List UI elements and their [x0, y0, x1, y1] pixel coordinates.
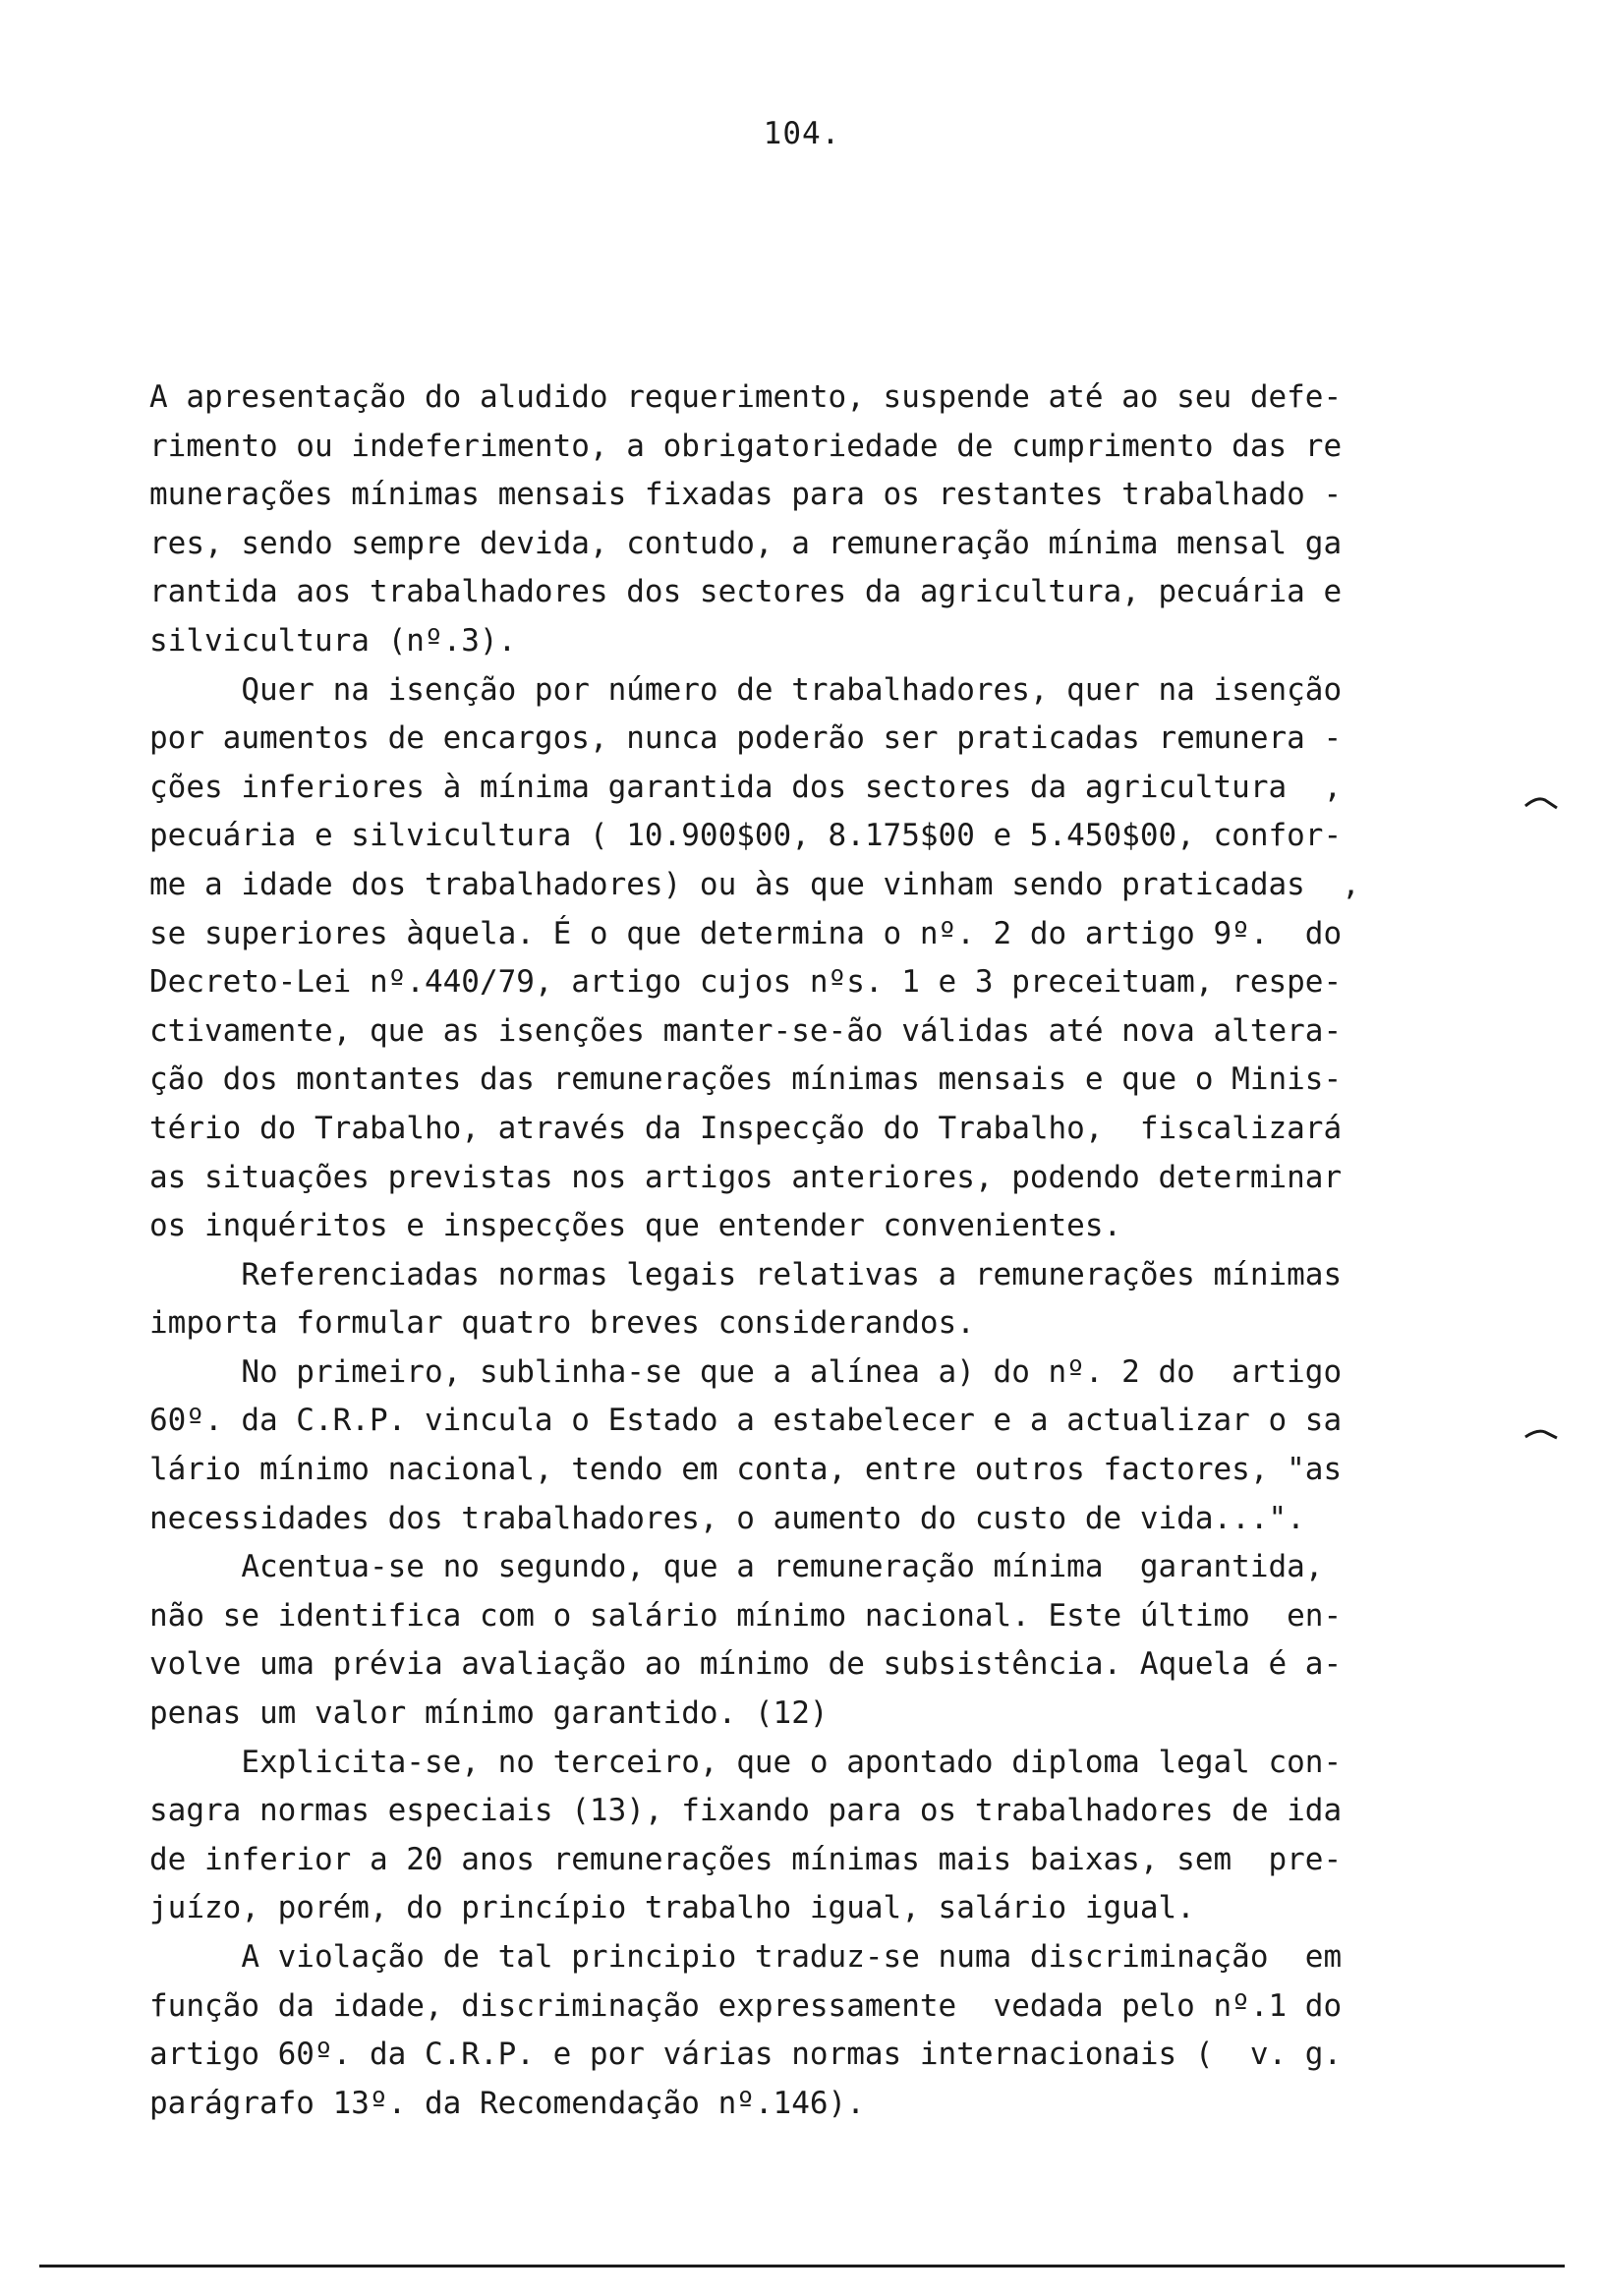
text-line: rimento ou indeferimento, a obrigatoriedade de cumprimento das re	[149, 428, 1343, 464]
margin-mark	[1523, 796, 1559, 810]
text-line: silvicultura (nº.3).	[149, 622, 517, 659]
text-line: me a idade dos trabalhadores) ou às que vinham sendo praticadas ,	[149, 866, 1360, 902]
text-line: tério do Trabalho, através da Inspecção do Trabalho, fiscalizará	[149, 1110, 1343, 1146]
text-line: rantida aos trabalhadores dos sectores da agricultura, pecuária e	[149, 574, 1343, 610]
text-line: sagra normas especiais (13), fixando para os trabalhadores de ida	[149, 1793, 1343, 1829]
page-number: 104.	[763, 116, 841, 151]
text-line: No primeiro, sublinha-se que a alínea a) do nº. 2 do artigo	[149, 1353, 1343, 1390]
margin-mark	[1523, 1427, 1559, 1441]
text-line: Referenciadas normas legais relativas a remunerações mínimas	[149, 1256, 1343, 1292]
text-line: função da idade, discriminação expressamente vedada pelo nº.1 do	[149, 1987, 1343, 2024]
text-line: Acentua-se no segundo, que a remuneração mínima garantida,	[149, 1549, 1324, 1585]
text-line: penas um valor mínimo garantido. (12)	[149, 1695, 829, 1732]
text-line: necessidades dos trabalhadores, o aumento do custo de vida...".	[149, 1500, 1305, 1536]
text-line: artigo 60º. da C.R.P. e por várias normas internacionais ( v. g.	[149, 2037, 1343, 2073]
text-line: importa formular quatro breves considerandos.	[149, 1305, 975, 1342]
bottom-rule	[39, 2265, 1565, 2267]
text-line: A apresentação do aludido requerimento, suspende até ao seu defe-	[149, 379, 1343, 415]
text-line: Quer na isenção por número de trabalhadores, quer na isenção	[149, 671, 1343, 708]
text-line: parágrafo 13º. da Recomendação nº.146).	[149, 2085, 865, 2121]
text-line: as situações previstas nos artigos anteriores, podendo determinar	[149, 1159, 1343, 1195]
text-line: 60º. da C.R.P. vincula o Estado a estabelecer e a actualizar o sa	[149, 1403, 1343, 1439]
text-line: pecuária e silvicultura ( 10.900$00, 8.175$00 e 5.450$00, confor-	[149, 818, 1343, 854]
text-line: munerações mínimas mensais fixadas para os restantes trabalhado -	[149, 477, 1343, 513]
text-line: lário mínimo nacional, tendo em conta, entre outros factores, "as	[149, 1452, 1343, 1488]
text-line: de inferior a 20 anos remunerações mínimas mais baixas, sem pre-	[149, 1841, 1343, 1877]
text-line: se superiores àquela. É o que determina o nº. 2 do artigo 9º. do	[149, 915, 1343, 951]
text-line: ção dos montantes das remunerações mínimas mensais e que o Minis-	[149, 1062, 1343, 1098]
text-line: juízo, porém, do princípio trabalho igual, salário igual.	[149, 1890, 1195, 1926]
body-text	[149, 373, 1427, 2128]
text-line: não se identifica com o salário mínimo nacional. Este último en-	[149, 1597, 1343, 1634]
text-line: volve uma prévia avaliação ao mínimo de subsistência. Aquela é a-	[149, 1646, 1343, 1683]
text-line: ções inferiores à mínima garantida dos sectores da agricultura ,	[149, 769, 1343, 805]
text-line: A violação de tal principio traduz-se numa discriminação em	[149, 1939, 1343, 1975]
text-line: ctivamente, que as isenções manter-se-ão válidas até nova altera-	[149, 1012, 1343, 1049]
text-line: res, sendo sempre devida, contudo, a remuneração mínima mensal ga	[149, 525, 1343, 561]
text-line: Explicita-se, no terceiro, que o apontado diploma legal con-	[149, 1744, 1343, 1780]
text-line: por aumentos de encargos, nunca poderão ser praticadas remunera -	[149, 720, 1343, 757]
text-line: os inquéritos e inspecções que entender convenientes.	[149, 1208, 1122, 1244]
text-line: Decreto-Lei nº.440/79, artigo cujos nºs. 1 e 3 preceituam, respe-	[149, 964, 1343, 1001]
